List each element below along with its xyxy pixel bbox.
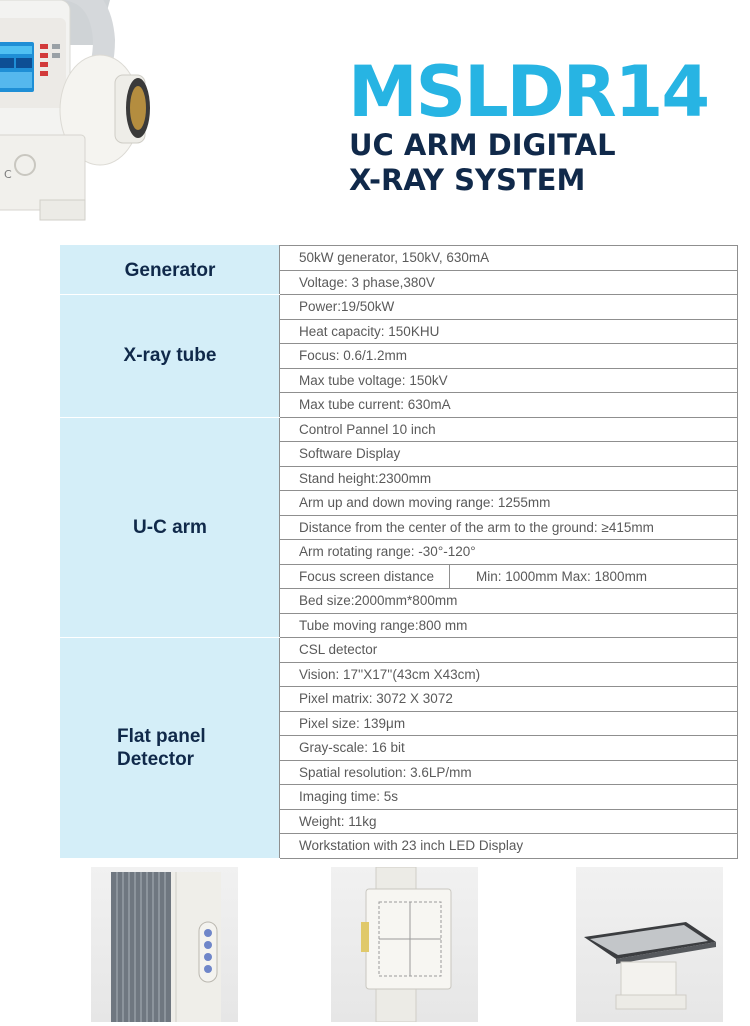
subtitle-line: UC ARM DIGITAL (349, 128, 616, 162)
spec-cell: Imaging time: 5s (280, 785, 738, 810)
spec-cell: Gray-scale: 16 bit (280, 736, 738, 761)
spec-cell: Bed size:2000mm*800mm (280, 589, 738, 614)
category-generator: Generator (61, 246, 280, 295)
spec-cell: Max tube voltage: 150kV (280, 368, 738, 393)
product-image-uc-arm (0, 0, 160, 225)
table-row (61, 246, 738, 271)
category-flat-panel-detector (61, 638, 280, 859)
table-row (61, 295, 738, 320)
spec-cell-split (280, 564, 738, 589)
spec-cell: Control Pannel 10 inch (280, 417, 738, 442)
photo-patient-bed (576, 867, 723, 1022)
spec-cell: Heat capacity: 150KHU (280, 319, 738, 344)
spec-cell: Tube moving range:800 mm (280, 613, 738, 638)
spec-cell: 50kW generator, 150kV, 630mA (280, 246, 738, 271)
photo-detector-panel (331, 867, 478, 1022)
spec-cell: Arm rotating range: -30°-120° (280, 540, 738, 565)
spec-cell: Distance from the center of the arm to the ground: ≥415mm (280, 515, 738, 540)
spec-cell: Power:19/50kW (280, 295, 738, 320)
table-row (61, 638, 738, 663)
svg-text:C: C (4, 168, 12, 181)
category-xray-tube: X-ray tube (61, 295, 280, 418)
spec-table (60, 245, 738, 859)
table-row (61, 417, 738, 442)
spec-cell: Arm up and down moving range: 1255mm (280, 491, 738, 516)
photo-control-switch (91, 867, 238, 1022)
spec-cell: Software Display (280, 442, 738, 467)
focus-distance-label: Focus screen distance (299, 568, 435, 584)
spec-cell: Workstation with 23 inch LED Display (280, 834, 738, 859)
spec-cell: Weight: 11kg (280, 809, 738, 834)
spec-cell: Vision: 17''X17''(43cm X43cm) (280, 662, 738, 687)
product-model: MSLDR14 (348, 51, 709, 133)
subtitle-line: X-RAY SYSTEM (349, 163, 586, 197)
spec-cell: CSL detector (280, 638, 738, 663)
spec-cell: Pixel matrix: 3072 X 3072 (280, 687, 738, 712)
spec-cell: Focus: 0.6/1.2mm (280, 344, 738, 369)
category-label-line: Flat panel (117, 725, 206, 747)
spec-cell: Stand height:2300mm (280, 466, 738, 491)
spec-cell: Voltage: 3 phase,380V (280, 270, 738, 295)
category-uc-arm: U-C arm (61, 417, 280, 638)
category-label-line: Detector (117, 748, 195, 770)
spec-cell: Spatial resolution: 3.6LP/mm (280, 760, 738, 785)
focus-distance-value: Min: 1000mm Max: 1800mm (449, 565, 737, 589)
spec-cell: Max tube current: 630mA (280, 393, 738, 418)
product-subtitle (349, 128, 679, 198)
spec-cell: Pixel size: 139μm (280, 711, 738, 736)
